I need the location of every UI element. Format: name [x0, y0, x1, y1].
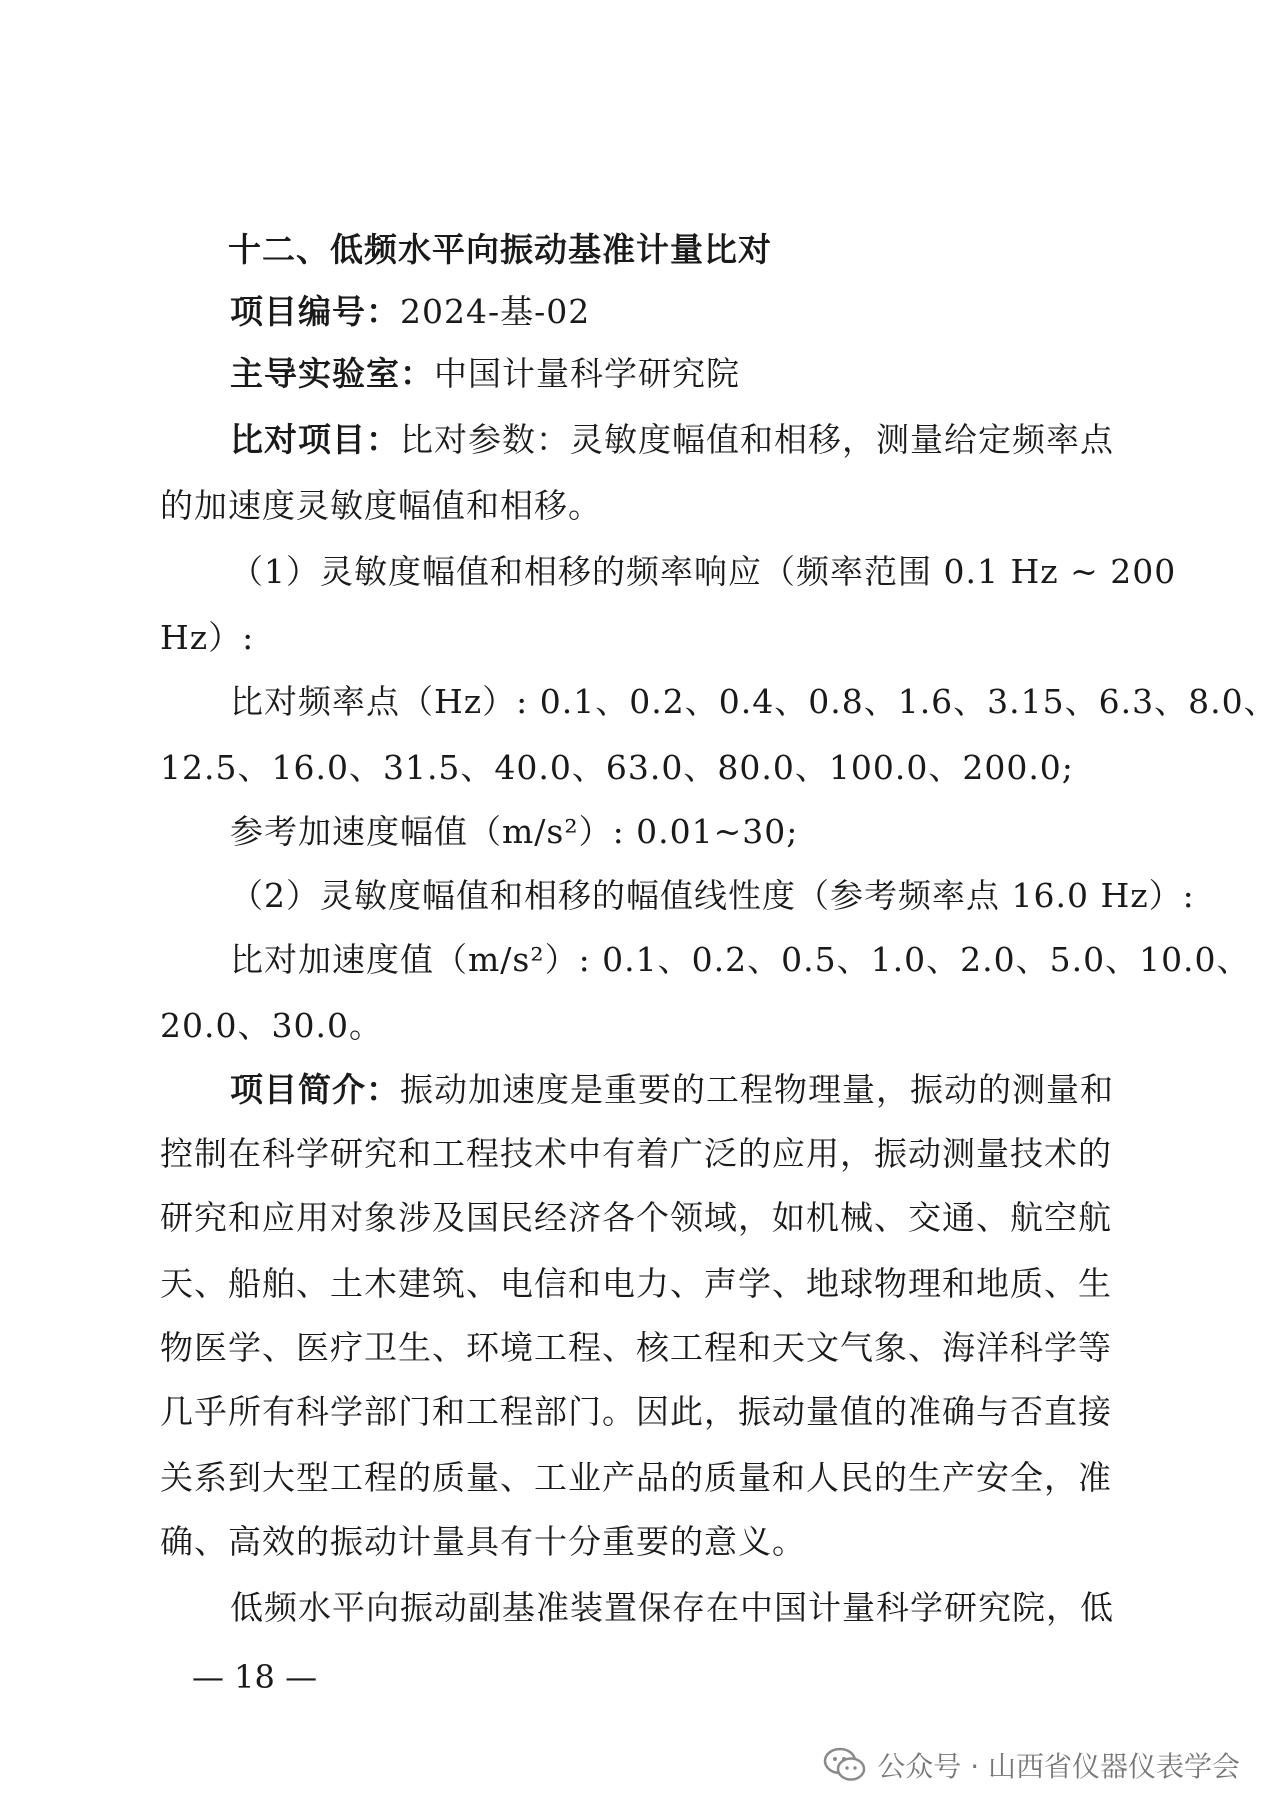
reference-acceleration: 参考加速度幅值（m/s²）: 0.01~30;: [230, 812, 799, 851]
lead-laboratory-label: 主导实验室：: [230, 354, 434, 393]
freq-points-line1: 比对频率点（Hz）: 0.1、0.2、0.4、0.8、1.6、3.15、6.3、8.0、: [230, 682, 1278, 721]
wechat-icon: [823, 1746, 867, 1784]
linearity-values-line2: 20.0、30.0。: [160, 1006, 383, 1045]
freq-points-line2: 12.5、16.0、31.5、40.0、63.0、80.0、100.0、200.0;: [160, 748, 1074, 787]
freq-response-line1: （1）灵敏度幅值和相移的频率响应（频率范围 0.1 Hz ~ 200: [230, 552, 1177, 591]
linearity-line1: （2）灵敏度幅值和相移的幅值线性度（参考频率点 16.0 Hz）:: [230, 876, 1195, 915]
intro-line1: [230, 1068, 1140, 1112]
intro-line: 确、高效的振动计量具有十分重要的意义。: [160, 1522, 806, 1561]
intro-line: 研究和应用对象涉及国民经济各个领域，如机械、交通、航空航: [160, 1198, 1112, 1237]
intro-label: 项目简介：: [230, 1070, 400, 1109]
lead-laboratory-value: 中国计量科学研究院: [434, 354, 740, 393]
linearity-values-line1: 比对加速度值（m/s²）: 0.1、0.2、0.5、1.0、2.0、5.0、10.0、: [230, 940, 1251, 979]
page-number: — 18 —: [192, 1658, 318, 1696]
watermark-text: 公众号 · 山西省仪器仪表学会: [877, 1750, 1240, 1783]
watermark: [823, 1742, 1240, 1788]
intro-line: 天、船舶、土木建筑、电信和电力、声学、地球物理和地质、生: [160, 1264, 1112, 1303]
project-number-value: 2024-基-02: [400, 292, 591, 331]
freq-response-line2: Hz）:: [160, 618, 255, 657]
intro-line: 控制在科学研究和工程技术中有着广泛的应用，振动测量技术的: [160, 1134, 1112, 1173]
intro-line: 几乎所有科学部门和工程部门。因此，振动量值的准确与否直接: [160, 1392, 1112, 1431]
intro-line: 物医学、医疗卫生、环境工程、核工程和天文气象、海洋科学等: [160, 1328, 1112, 1367]
project-number: [230, 290, 1210, 334]
compare-item-line1: [230, 418, 1140, 462]
intro-text: 振动加速度是重要的工程物理量，振动的测量和: [400, 1070, 1114, 1109]
section-heading: 十二、低频水平向振动基准计量比对: [228, 230, 772, 269]
compare-item-text: 比对参数：灵敏度幅值和相移，测量给定频率点: [400, 420, 1114, 459]
compare-item-line2: 的加速度灵敏度幅值和相移。: [160, 486, 602, 525]
last-paragraph-line: 低频水平向振动副基准装置保存在中国计量科学研究院，低: [230, 1588, 1114, 1627]
project-number-label: 项目编号：: [230, 292, 400, 331]
lead-laboratory: [230, 352, 1210, 396]
intro-line: 关系到大型工程的质量、工业产品的质量和人民的生产安全，准: [160, 1458, 1112, 1497]
compare-item-label: 比对项目：: [230, 420, 400, 459]
